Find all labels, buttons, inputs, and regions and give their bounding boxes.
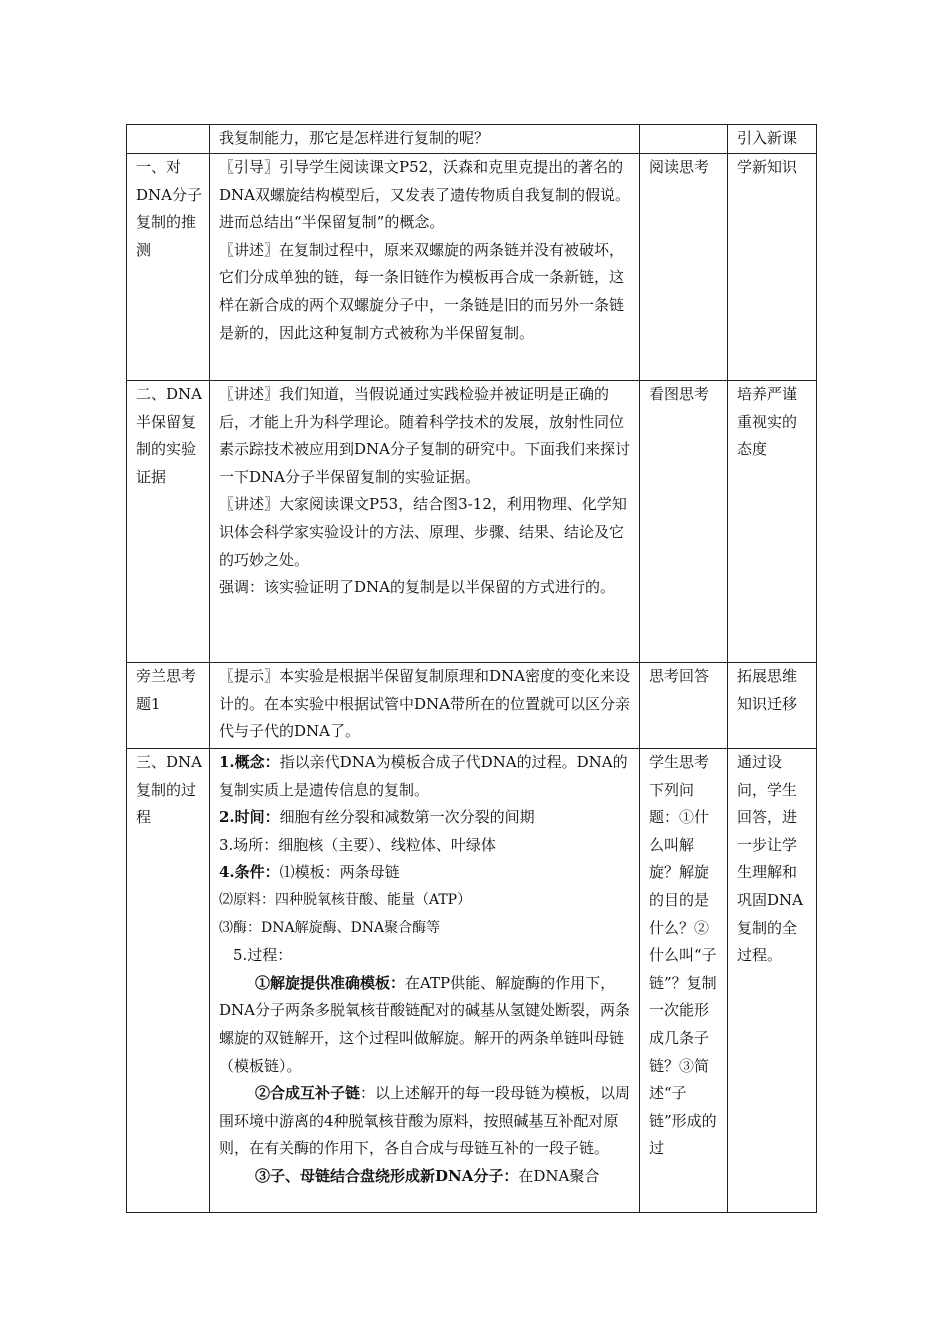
content-cell bbox=[210, 663, 640, 749]
condition-item: 4.条件：⑴模板：两条母链 bbox=[219, 863, 400, 882]
design-purpose-cell: 拓展思维知识迁移 bbox=[728, 663, 817, 749]
student-activity-cell: 阅读思考 bbox=[640, 154, 728, 381]
table-row bbox=[127, 154, 817, 381]
design-purpose-cell: 学新知识 bbox=[728, 154, 817, 381]
design-purpose-cell: 培养严谨重视实的态度 bbox=[728, 381, 817, 663]
design-purpose-cell: 引入新课 bbox=[728, 125, 817, 154]
student-activity-cell: 学生思考下列问题：①什么叫解旋？解旋的目的是什么？②什么叫“子链”？复制一次能形成几条子链？③简述“子链”形成的过 bbox=[640, 749, 728, 1213]
place-item: 3.场所：细胞核（主要）、线粒体、叶绿体 bbox=[219, 835, 496, 854]
stage-cell bbox=[127, 125, 210, 154]
concept-item: 1.概念：指以亲代DNA为模板合成子代DNA的过程。DNA的复制实质上是遗传信息的复制。 bbox=[219, 753, 628, 799]
step-unwinding: ①解旋提供准确模板：在ATP供能、解旋酶的作用下，DNA分子两条多脱氧核苷酸链配对的碱基从氢键处断裂，两条螺旋的双链解开，这个过程叫做解旋。解开的两条单链叫母链（模板链）。 bbox=[219, 973, 630, 1075]
content-paragraph: 强调：该实验证明了DNA的复制是以半保留的方式进行的。 bbox=[219, 578, 615, 597]
stage-cell: 三、DNA复制的过程 bbox=[127, 749, 210, 1213]
time-item: 2.时间：细胞有丝分裂和减数第一次分裂的间期 bbox=[219, 808, 535, 827]
content-cell bbox=[210, 154, 640, 381]
table-row bbox=[127, 749, 817, 1213]
table-row bbox=[127, 663, 817, 749]
content-cell bbox=[210, 125, 640, 154]
content-paragraph: 〖讲述〗大家阅读课文P53，结合图3-12，利用物理、化学知识体会科学家实验设计的方法、原理、步骤、结果、结论及它的巧妙之处。 bbox=[219, 495, 627, 569]
step-synthesis: ②合成互补子链：以上述解开的每一段母链为模板，以周围环境中游离的4种脱氧核苷酸为原料，按照碱基互补配对原则，在有关酶的作用下，各自合成与母链互补的一段子链。 bbox=[219, 1084, 631, 1158]
content-paragraph: 〖提示〗本实验是根据半保留复制原理和DNA密度的变化来设计的。在本实验中根据试管中DNA带所在的位置就可以区分亲代与子代的DNA了。 bbox=[219, 667, 630, 741]
content-paragraph: 〖讲述〗在复制过程中，原来双螺旋的两条链并没有被破坏，它们分成单独的链，每一条旧链作为模板再合成一条新链，这样在新合成的两个双螺旋分子中，一条链是旧的而另外一条链是新的，因此这种复制方式被称为半保留复制。 bbox=[219, 240, 625, 342]
stage-cell: 一、对DNA分子复制的推测 bbox=[127, 154, 210, 381]
condition-material: ⑵原料：四种脱氧核苷酸、能量（ATP） bbox=[219, 891, 472, 908]
lesson-plan-table bbox=[126, 124, 817, 1213]
student-activity-cell: 思考回答 bbox=[640, 663, 728, 749]
design-purpose-cell: 通过设问，学生回答，进一步让学生理解和巩固DNA复制的全过程。 bbox=[728, 749, 817, 1213]
student-activity-cell bbox=[640, 125, 728, 154]
table-row bbox=[127, 381, 817, 663]
stage-cell: 二、DNA半保留复制的实验证据 bbox=[127, 381, 210, 663]
table-row bbox=[127, 125, 817, 154]
content-cell bbox=[210, 749, 640, 1213]
step-rewinding: ③子、母链结合盘绕形成新DNA分子：在DNA聚合 bbox=[255, 1166, 600, 1185]
student-activity-cell: 看图思考 bbox=[640, 381, 728, 663]
condition-enzyme: ⑶酶：DNA解旋酶、DNA聚合酶等 bbox=[219, 919, 441, 936]
stage-cell: 旁兰思考题1 bbox=[127, 663, 210, 749]
content-cell bbox=[210, 381, 640, 663]
content-paragraph: 〖引导〗引导学生阅读课文P52，沃森和克里克提出的著名的DNA双螺旋结构模型后，又发表了遗传物质自我复制的假说。进而总结出“半保留复制”的概念。 bbox=[219, 158, 630, 232]
content-paragraph: 我复制能力，那它是怎样进行复制的呢？ bbox=[219, 129, 490, 147]
content-paragraph: 〖讲述〗我们知道，当假说通过实践检验并被证明是正确的后，才能上升为科学理论。随着科学技术的发展，放射性同位素示踪技术被应用到DNA分子复制的研究中。下面我们来探讨一下DNA分子半保留复制的实验证据。 bbox=[219, 385, 630, 486]
process-heading: 5.过程： bbox=[233, 946, 293, 965]
